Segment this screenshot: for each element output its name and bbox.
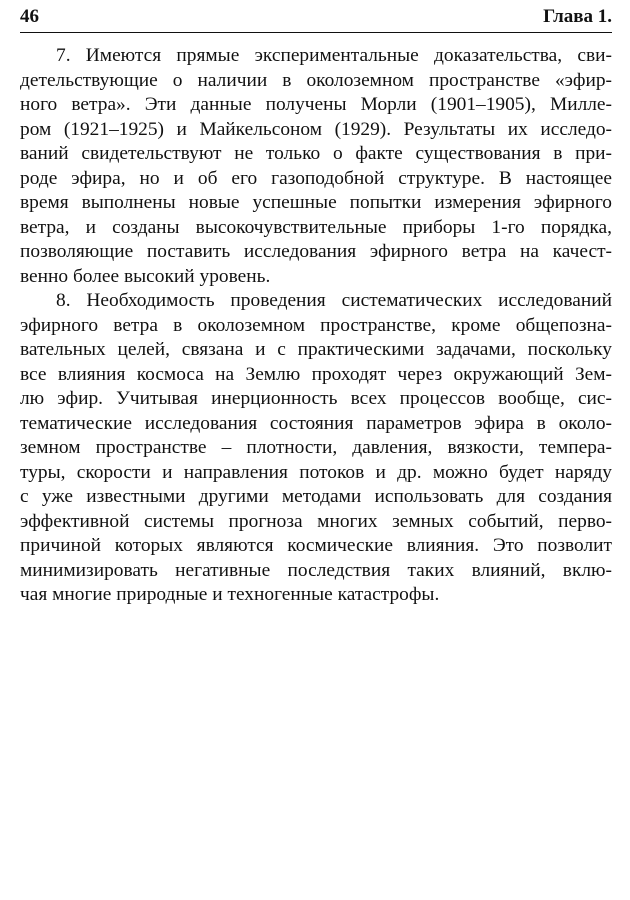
text-line: 8. Необходимость проведения систематических исследований	[56, 290, 612, 311]
text-line: ветра, и созданы высокочувствительные приборы 1-го порядка,	[20, 216, 612, 238]
text-line: минимизировать негативные последствия таких влияний, вклю-	[20, 559, 612, 581]
text-line: эффективной системы прогноза многих земных событий, перво-	[20, 510, 612, 532]
text-line: ного ветра». Эти данные получены Морли (1901–1905), Милле-	[20, 94, 612, 115]
page-number: 46	[20, 6, 39, 27]
running-header	[20, 6, 612, 33]
text-line: позволяющие поставить исследования эфирного ветра на качест-	[20, 241, 612, 262]
text-line: земном пространстве – плотности, давления, вязкости, темпера-	[20, 437, 612, 458]
text-line: ром (1921–1925) и Майкельсоном (1929). Результаты их исследо-	[20, 118, 612, 140]
book-page	[20, 6, 612, 608]
text-line: тематические исследования состояния параметров эфира в около-	[20, 412, 612, 434]
text-line: эфирного ветра в околоземном пространстве, кроме общепозна-	[20, 314, 612, 336]
text-line: чая многие природные и техногенные катастрофы.	[20, 584, 440, 605]
text-line: ваний свидетельствуют не только о факте существования в при-	[20, 143, 612, 164]
text-line: с уже известными другими методами использовать для создания	[20, 486, 612, 507]
text-line: лю эфир. Учитывая инерционность всех процессов вообще, сис-	[20, 388, 612, 409]
text-line: венно более высокий уровень.	[20, 265, 271, 287]
text-line: причиной которых являются космические влияния. Это позволит	[20, 535, 612, 556]
paragraph-7	[20, 44, 612, 289]
paragraph-8	[20, 289, 612, 608]
text-line: 7. Имеются прямые экспериментальные доказательства, сви-	[56, 45, 612, 66]
text-line: детельствующие о наличии в околоземном пространстве «эфир-	[20, 69, 612, 91]
body-text	[20, 44, 612, 608]
text-line: туры, скорости и направления потоков и др. можно будет наряду	[20, 461, 612, 483]
text-line: вательных целей, связана и с практическими задачами, поскольку	[20, 339, 612, 360]
text-line: роде эфира, но и об его газоподобной структуре. В настоящее	[20, 167, 612, 189]
text-line: все влияния космоса на Землю проходят через окружающий Зем-	[20, 363, 612, 385]
text-line: время выполнены новые успешные попытки измерения эфирного	[20, 192, 612, 213]
chapter-title: Глава 1.	[543, 6, 612, 27]
